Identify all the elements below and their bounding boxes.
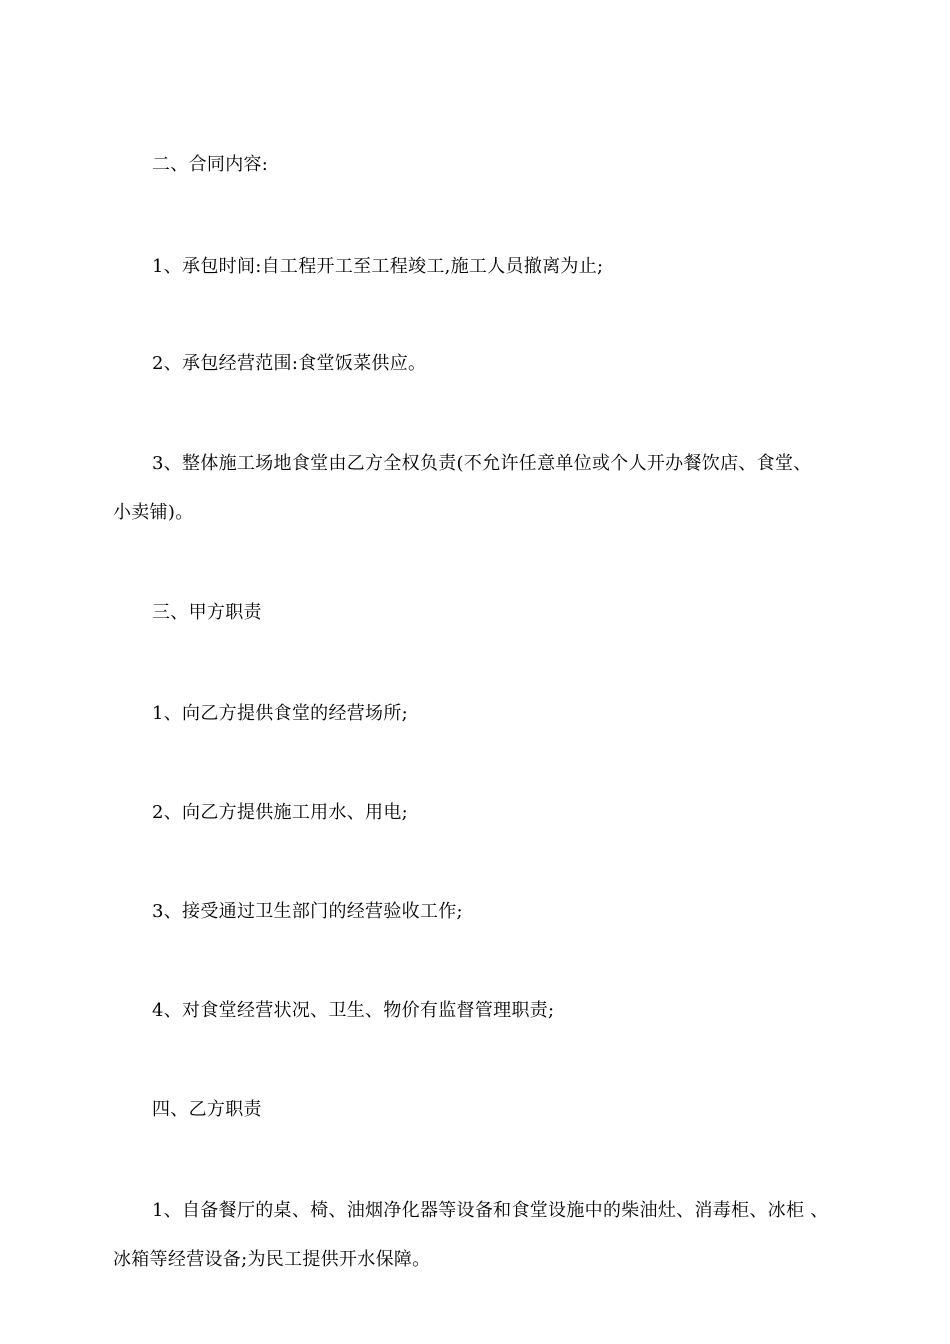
clause-equipment-line1: 1、自备餐厅的桌、椅、油烟净化器等设备和食堂设施中的柴油灶、消毒柜、冰柜 、 (152, 1200, 829, 1221)
clause-provide-premises: 1、向乙方提供食堂的经营场所; (152, 703, 409, 724)
clause-health-inspection: 3、接受通过卫生部门的经营验收工作; (152, 901, 463, 922)
clause-equipment-line2: 冰箱等经营设备;为民工提供开水保障。 (113, 1249, 431, 1270)
clause-provide-water-power: 2、向乙方提供施工用水、用电; (152, 802, 409, 823)
clause-business-scope: 2、承包经营范围:食堂饭菜供应。 (152, 353, 427, 374)
clause-canteen-responsibility-line2: 小卖铺)。 (113, 502, 194, 523)
section-heading-party-a-duties: 三、甲方职责 (152, 602, 262, 623)
section-heading-contract-content: 二、合同内容: (152, 154, 269, 175)
clause-supervision-duty: 4、对食堂经营状况、卫生、物价有监督管理职责; (152, 1000, 555, 1021)
clause-contract-period: 1、承包时间:自工程开工至工程竣工,施工人员撤离为止; (152, 256, 604, 277)
section-heading-party-b-duties: 四、乙方职责 (152, 1099, 262, 1120)
clause-canteen-responsibility-line1: 3、整体施工场地食堂由乙方全权负责(不允许任意单位或个人开办餐饮店、食堂、 (152, 453, 812, 474)
